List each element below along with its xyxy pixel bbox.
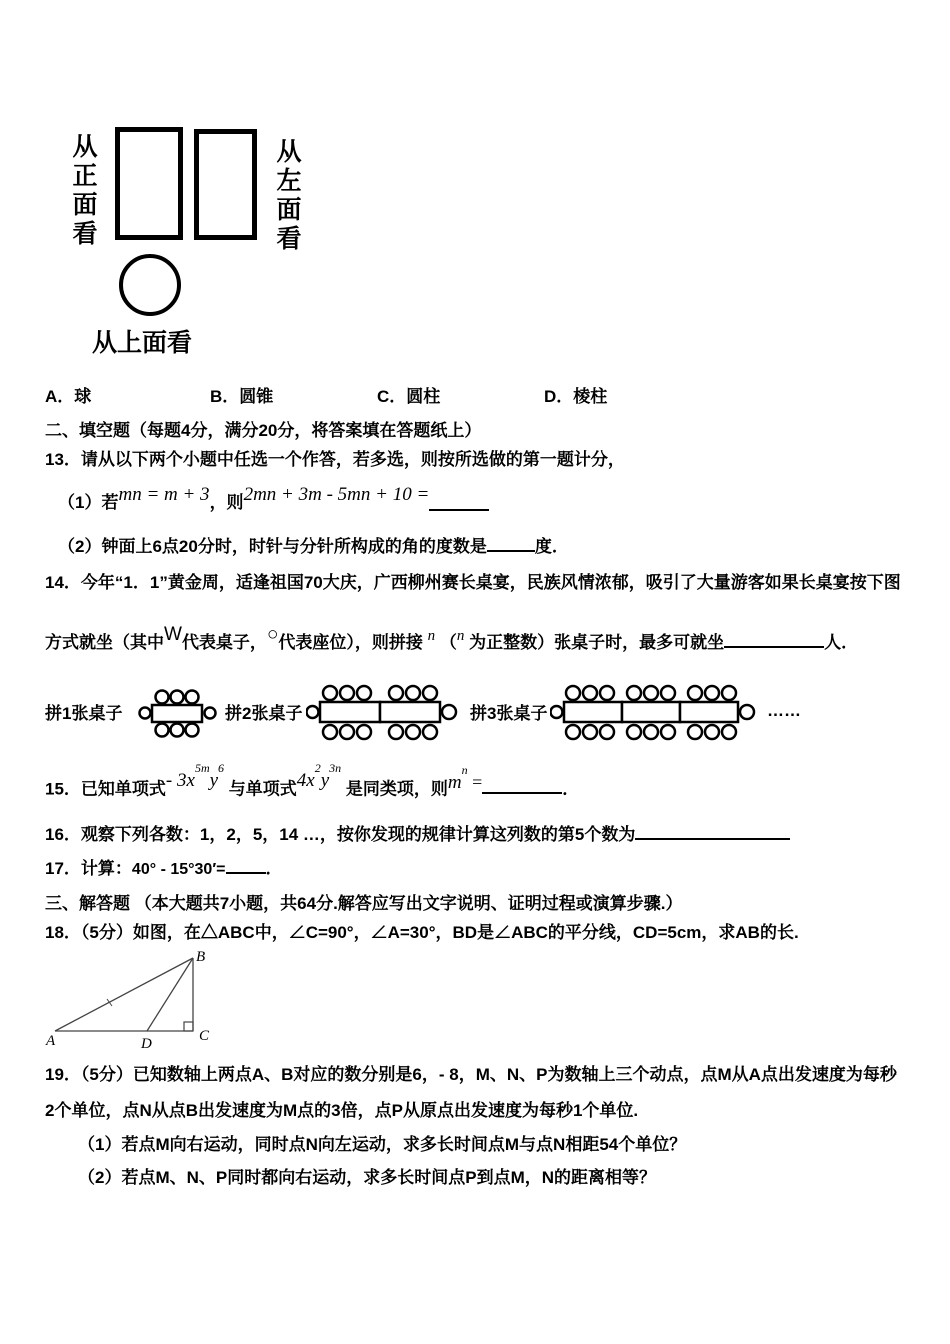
q15-monomial2-base: 4x — [296, 770, 315, 792]
front-view-rectangle — [115, 127, 183, 240]
option-c: C．圆柱 — [377, 387, 441, 406]
q15-monomial1-exp1: 5m — [194, 761, 210, 775]
q18-vertex-c-label: C — [199, 1028, 210, 1044]
q13-part2-text: （2）钟面上6点20分时，时针与分针所构成的角的度数是 — [58, 537, 487, 556]
q13-part1-expression: 2mn + 3m - 5mn + 10 = — [243, 484, 430, 505]
q19-line1: 19．（5分）已知数轴上两点A、B对应的数分别是6，- 8，M、N、P为数轴上三个动点，点M从A点出发速度为每秒 — [45, 1065, 897, 1084]
q14-ellipsis: …… — [767, 701, 801, 720]
q14-blank — [724, 632, 824, 648]
q15-mid: 与单项式 — [228, 779, 297, 799]
table-arrangement-figure-3 — [550, 678, 760, 746]
q17-blank — [226, 858, 266, 874]
q15-monomial1-var2: y — [209, 770, 219, 792]
q14-diagram-label-2: 拼2张桌子 — [225, 704, 303, 723]
q18-vertex-a-label: A — [46, 1033, 56, 1049]
q14-line2 — [45, 624, 859, 656]
q14-seg-f: 人． — [824, 633, 859, 652]
q13-part1-blank — [429, 507, 489, 511]
table-arrangement-figure-1 — [138, 681, 218, 745]
q13-stem: 13．请从以下两个小题中任选一个作答，若多选，则按所选做的第一题计分， — [45, 450, 625, 469]
q19-part1: （1）若点M向右运动，同时点N向左运动，求多长时间点M与点N相距54个单位？ — [78, 1135, 687, 1154]
q14-seg-a: 方式就坐（其中 — [45, 633, 164, 652]
q17-prefix: 17．计算： — [45, 859, 132, 878]
q13-part1-condition: mn = m + 3 — [118, 484, 210, 505]
q15-monomial1-exp2: 6 — [218, 761, 225, 775]
table-arrangement-figure-2 — [306, 678, 458, 746]
left-view-rectangle — [194, 129, 257, 240]
q13-part2-suffix: 度． — [534, 537, 569, 556]
option-b: B．圆锥 — [210, 387, 274, 406]
view-front-label: 从正面看 — [69, 133, 97, 249]
q18-stem: 18．（5分）如图，在△ABC中，∠C=90°，∠A=30°，BD是∠ABC的平分线，CD=5cm，求AB的长. — [45, 923, 799, 942]
table-symbol: W — [164, 624, 182, 645]
q15-answer-exp: n — [461, 763, 468, 777]
q14-n-symbol-2: n — [456, 628, 465, 644]
q13-part1-then: ，则 — [209, 493, 244, 512]
q15-equals: = — [467, 772, 483, 793]
q17-line — [45, 858, 283, 881]
seat-symbol: ○ — [266, 624, 279, 645]
section3-heading: 三、解答题 （本大题共7小题，共64分.解答应写出文字说明、证明过程或演算步骤.） — [45, 894, 683, 913]
q15-monomial2-exp2: 3n — [329, 761, 342, 775]
q15-monomial2-var2: y — [320, 770, 330, 792]
q15-period: ． — [562, 779, 580, 799]
q14-n-symbol: n — [427, 628, 436, 644]
q16-line — [45, 824, 790, 847]
q16-blank — [635, 824, 790, 840]
q17-period: ． — [265, 859, 283, 878]
section2-heading: 二、填空题（每题4分，满分20分，将答案填在答题纸上） — [45, 421, 482, 440]
q18-triangle-figure — [40, 948, 240, 1053]
q18-vertex-b-label: B — [196, 949, 206, 965]
q15-monomial1-base: - 3x — [165, 770, 195, 792]
q13-part1 — [58, 484, 489, 516]
q15-suffix: 是同类项，则 — [345, 779, 448, 799]
q14-diagram-label-3: 拼3张桌子 — [470, 704, 548, 723]
q15-monomial2-exp1: 2 — [314, 761, 321, 775]
q19-part2: （2）若点M、N、P同时都向右运动，求多长时间点P到点M，N的距离相等？ — [78, 1168, 657, 1187]
q13-part2 — [58, 536, 569, 559]
q14-line1: 14．今年“1．1”黄金周，适逢祖国70大庆，广西柳州赛长桌宴，民族风情浓郁，吸引了大量游客如果长桌宴按下图 — [45, 573, 901, 592]
q15-blank — [482, 778, 562, 794]
option-a: A．球 — [45, 387, 92, 406]
q15-prefix: 15．已知单项式 — [45, 779, 166, 799]
q14-diagram-label-1: 拼1张桌子 — [45, 704, 123, 723]
q13-part1-prefix: （1）若 — [58, 493, 119, 512]
q15-line — [45, 761, 580, 802]
q14-seg-c: 代表座位），则拼接 — [278, 633, 423, 652]
q15-answer-base: m — [447, 772, 462, 794]
view-left-label: 从左面看 — [273, 138, 301, 254]
view-top-label: 从上面看 — [92, 329, 193, 357]
q14-seg-b: 代表桌子， — [181, 633, 267, 652]
q18-vertex-d-label: D — [141, 1036, 152, 1052]
option-d: D．棱柱 — [544, 387, 608, 406]
q14-seg-e: 为正整数）张桌子时，最多可就坐 — [469, 633, 725, 652]
q13-part2-blank — [487, 536, 535, 552]
q16-text: 16．观察下列各数：1，2，5，14 …，按你发现的规律计算这列数的第5个数为 — [45, 825, 636, 844]
q17-expression: 40° - 15°30′= — [131, 861, 226, 878]
q19-line2: 2个单位，点N从点B出发速度为M点的3倍，点P从原点出发速度为每秒1个单位. — [45, 1101, 639, 1120]
top-view-circle — [119, 254, 181, 316]
q14-seg-d: （ — [439, 633, 457, 652]
